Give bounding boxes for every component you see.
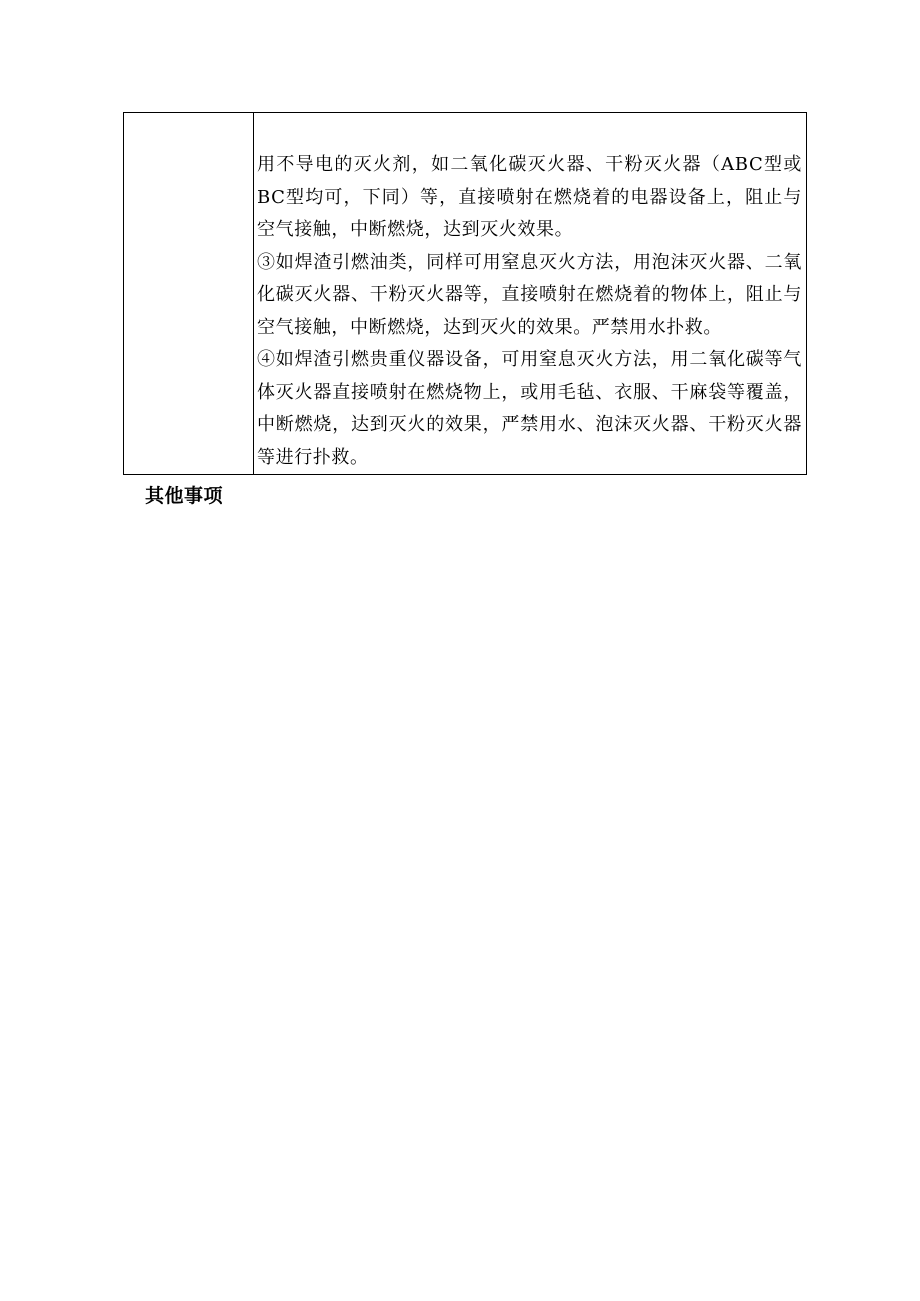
- paragraph-instrument-fire: ④如焊渣引燃贵重仪器设备，可用窒息灭火方法，用二氧化碳等气体灭火器直接喷射在燃烧物上，或用毛毡、衣服、干麻袋等覆盖，中断燃烧，达到灭火的效果，严禁用水、泡沫灭火器、干粉灭火器等进行扑救。: [257, 349, 802, 468]
- table-content-cell: [254, 113, 807, 475]
- content-table: [123, 112, 807, 475]
- paragraph-oil-fire: ③如焊渣引燃油类，同样可用窒息灭火方法，用泡沫灭火器、二氧化碳灭火器、干粉灭火器等，直接喷射在燃烧着的物体上，阻止与空气接触，中断燃烧，达到灭火的效果。严禁用水扑救。: [257, 251, 802, 338]
- table-label-cell: [124, 113, 254, 475]
- paragraph-electrical-fire: 用不导电的灭火剂，如二氧化碳灭火器、干粉灭火器（ABC型或BC型均可，下同）等，直接喷射在燃烧着的电器设备上，阻止与空气接触，中断燃烧，达到灭火效果。: [257, 154, 802, 240]
- table-row: [124, 113, 807, 475]
- section-heading: 其他事项: [145, 485, 224, 507]
